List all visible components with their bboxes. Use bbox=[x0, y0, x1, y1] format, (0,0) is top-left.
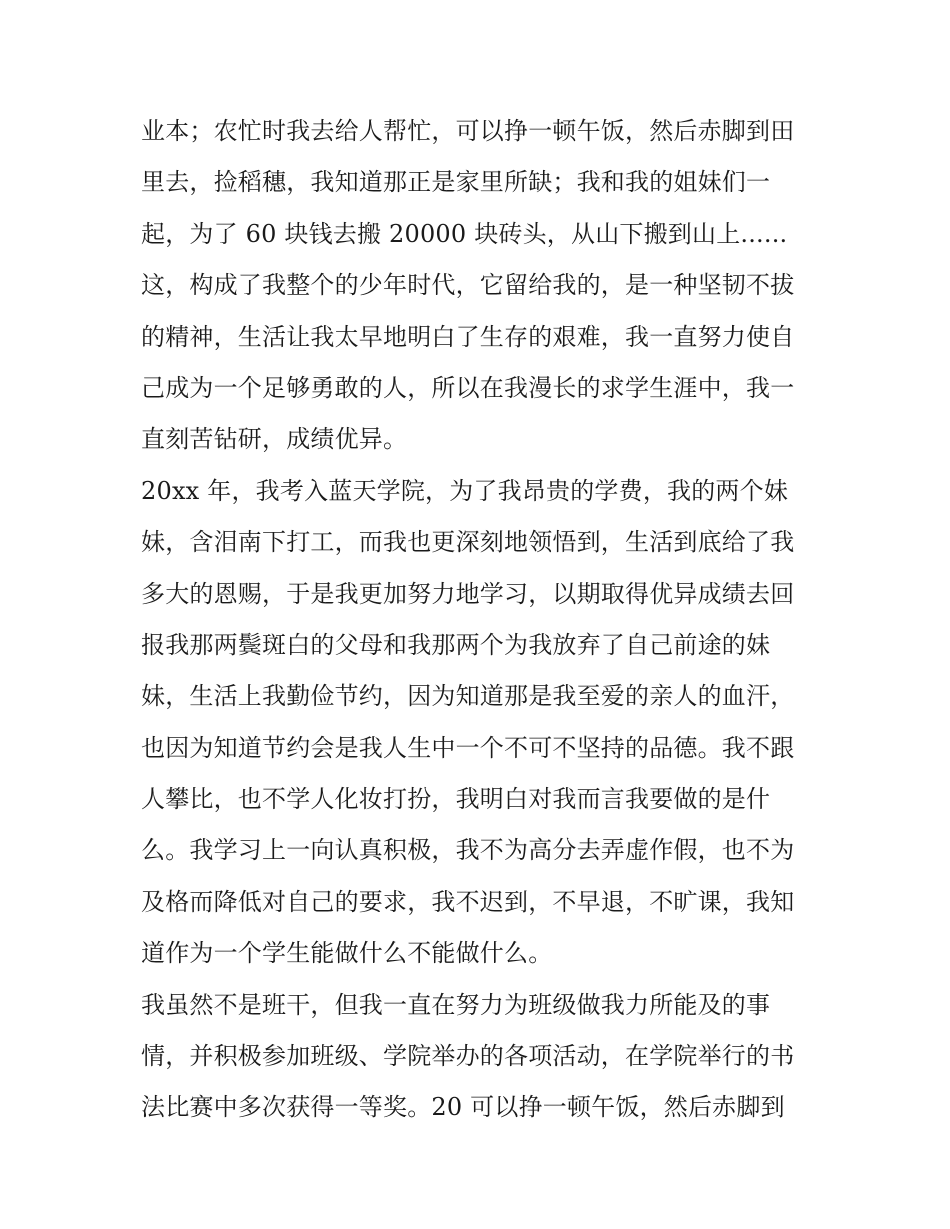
text-line: 人攀比，也不学人化妆打扮，我明白对我而言我要做的是什 bbox=[141, 785, 771, 814]
text-line: 的精神，生活让我太早地明白了生存的艰难，我一直努力使自 bbox=[141, 322, 795, 351]
text-line: 20xx 年，我考入蓝天学院，为了我昂贵的学费，我的两个妹 bbox=[141, 476, 789, 505]
text-line: 起，为了 60 块钱去搬 20000 块砖头，从山下搬到山上...... bbox=[141, 219, 788, 248]
text-line: 及格而降低对自己的要求，我不迟到，不早退，不旷课，我知 bbox=[141, 887, 795, 916]
text-line: 己成为一个足够勇敢的人，所以在我漫长的求学生涯中，我一 bbox=[141, 373, 795, 402]
text-line: 业本；农忙时我去给人帮忙，可以挣一顿午饭，然后赤脚到田 bbox=[141, 117, 795, 145]
text-line: 妹，生活上我勤俭节约，因为知道那是我至爱的亲人的血汗， bbox=[141, 682, 795, 711]
text-line: 情，并积极参加班级、学院举办的各项活动，在学院举行的书 bbox=[141, 1042, 795, 1071]
text-line: 法比赛中多次获得一等奖。20 可以挣一顿午饭，然后赤脚到 bbox=[141, 1093, 785, 1122]
text-line: 报我那两鬓斑白的父母和我那两个为我放弃了自己前途的妹 bbox=[141, 630, 771, 659]
document-body bbox=[141, 106, 813, 1134]
text-line: 这，构成了我整个的少年时代，它留给我的，是一种坚韧不拔 bbox=[141, 271, 795, 300]
text-line: 也因为知道节约会是我人生中一个不可不坚持的品德。我不跟 bbox=[141, 733, 795, 762]
text-line: 道作为一个学生能做什么不能做什么。 bbox=[141, 939, 553, 968]
text-line: 里去，捡稻穗，我知道那正是家里所缺；我和我的姐妹们一 bbox=[141, 168, 771, 197]
text-line: 我虽然不是班干，但我一直在努力为班级做我力所能及的事 bbox=[141, 990, 771, 1019]
text-line: 直刻苦钻研，成绩优异。 bbox=[141, 425, 408, 454]
text-line: 多大的恩赐，于是我更加努力地学习，以期取得优异成绩去回 bbox=[141, 579, 795, 608]
text-line: 妹，含泪南下打工，而我也更深刻地领悟到，生活到底给了我 bbox=[141, 528, 795, 557]
text-line: 么。我学习上一向认真积极，我不为高分去弄虚作假，也不为 bbox=[141, 836, 795, 865]
